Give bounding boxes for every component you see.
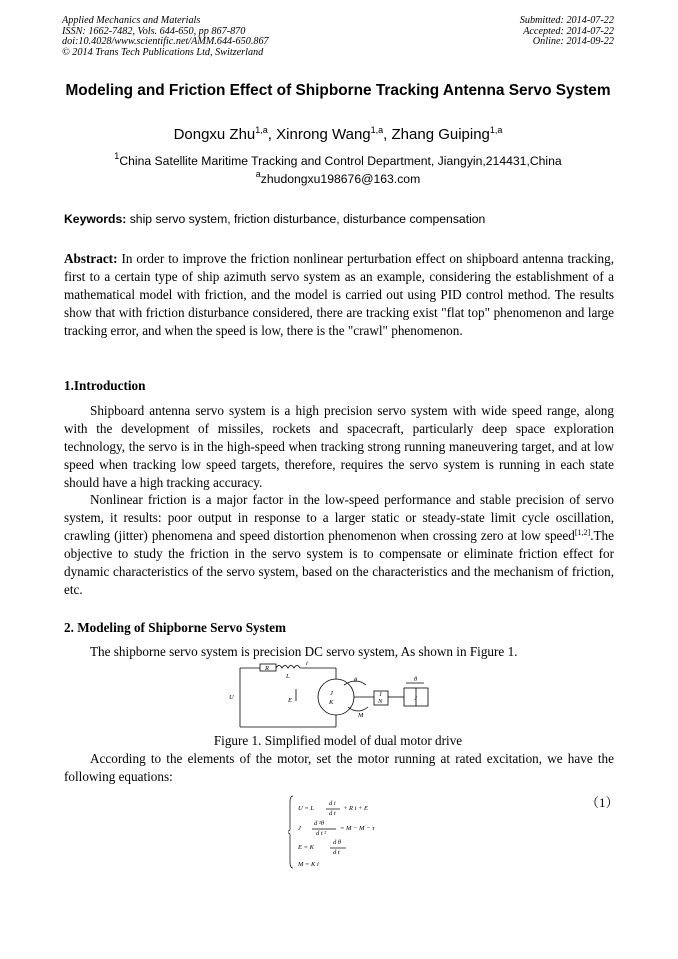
abstract-label: Abstract: bbox=[64, 251, 118, 266]
svg-text:d θ: d θ bbox=[333, 839, 342, 846]
svg-text:L: L bbox=[286, 673, 290, 680]
svg-text:d t ²: d t ² bbox=[316, 830, 327, 837]
svg-text:+ R i + E: + R i + E bbox=[343, 805, 369, 812]
svg-text:θ: θ bbox=[414, 676, 418, 683]
email bbox=[62, 169, 614, 186]
affiliation bbox=[62, 151, 614, 168]
abstract bbox=[64, 250, 614, 340]
accepted-date: Accepted: 2014-07-22 bbox=[523, 25, 614, 37]
svg-text:M: M bbox=[358, 712, 364, 719]
modeling-paragraph-1: The shipborne servo system is precision DC servo system, As shown in Figure 1. bbox=[90, 644, 518, 659]
author-name: Zhang Guiping bbox=[391, 126, 490, 143]
journal-info bbox=[62, 16, 269, 58]
author-affiliation-mark: 1,a bbox=[489, 125, 503, 135]
modeling-paragraph-2: According to the elements of the motor, set the motor running at rated excitation, we have the following equations: bbox=[64, 751, 614, 784]
email-text: zhudongxu198676@163.com bbox=[260, 172, 421, 186]
journal-name: Applied Mechanics and Materials bbox=[62, 15, 201, 26]
svg-text:J: J bbox=[298, 825, 301, 832]
abstract-text: In order to improve the friction nonlinear perturbation effect on shipboard antenna tracking, first to a certain type of ship azimuth servo system as an example, considering the establishment of a mathematical model with friction, and the model is carried out using PID control method. The results show that with friction disturbance considered, there are tracking exist "flat top" phenomenon and large tracking error, and when the speed is low, there is the "crawl" phenomenon. bbox=[64, 251, 614, 338]
online-date: Online: 2014-09-22 bbox=[532, 36, 614, 48]
citation-ref[interactable]: [1,2] bbox=[574, 527, 591, 537]
equation-1 bbox=[288, 794, 488, 870]
svg-text:U = L: U = L bbox=[298, 805, 314, 812]
email-mark: a bbox=[255, 169, 261, 179]
svg-text:E: E bbox=[288, 697, 292, 704]
svg-text:θ: θ bbox=[354, 677, 358, 684]
section-heading-modeling: 2. Modeling of Shipborne Servo System bbox=[64, 620, 286, 635]
intro-paragraph-2-text: Nonlinear friction is a major factor in the low-speed performance and stable precision of servo system, it results: poor output in response to a larger static or steady-state limit cycle oscillation, crawling (jitter) phenomena and speed distortion phenomenon when crossing zero at low speed bbox=[64, 492, 614, 543]
figure-1-diagram bbox=[226, 659, 448, 735]
submitted-date: Submitted: 2014-07-22 bbox=[519, 15, 614, 26]
journal-doi: doi:10.4028/www.scientific.net/AMM.644-650.867 bbox=[62, 36, 269, 48]
svg-text:U: U bbox=[229, 694, 234, 701]
svg-text:d t: d t bbox=[333, 849, 340, 856]
author-list: Dongxu Zhu$^{1,a}$, Xinrong Wang$^{1,a}$, Zhang Guiping$^{1,a}$ bbox=[173, 125, 503, 143]
keywords-text: ship servo system, friction disturbance, disturbance compensation bbox=[126, 212, 486, 226]
svg-text:= M − M − τ: = M − M − τ bbox=[340, 825, 375, 832]
intro-paragraph-2 bbox=[64, 491, 614, 598]
svg-text:K: K bbox=[329, 699, 334, 706]
figure-1-caption: Figure 1. Simplified model of dual motor drive bbox=[213, 733, 463, 748]
journal-issn: ISSN: 1662-7482, Vols. 644-650, pp 867-870 bbox=[62, 25, 246, 37]
svg-text:i: i bbox=[306, 660, 308, 667]
journal-copyright: © 2014 Trans Tech Publications Ltd, Switzerland bbox=[62, 46, 264, 58]
svg-text:d ²θ: d ²θ bbox=[314, 820, 325, 827]
svg-text:d t: d t bbox=[329, 810, 336, 817]
svg-text:J: J bbox=[414, 695, 417, 702]
svg-text:J: J bbox=[330, 690, 333, 697]
author-affiliation-mark: 1,a bbox=[370, 125, 384, 135]
svg-text:E = K: E = K bbox=[298, 844, 314, 851]
affiliation-text: China Satellite Maritime Tracking and Control Department, Jiangyin,214431,China bbox=[119, 154, 562, 168]
keywords-label: Keywords: bbox=[64, 212, 127, 226]
intro-paragraph-1: Shipboard antenna servo system is a high precision servo system with wide speed range, along with the development of missiles, rockets and spacecraft, particularly deep space exploration technology, the servo is in the high-speed when tracking strong running maneuvering target, and at low speed when tracking low speed targets, therefore, requires the servo system is running in each state should have a high tracking accuracy. bbox=[64, 403, 614, 490]
section-heading-introduction: 1.Introduction bbox=[64, 378, 146, 393]
keywords bbox=[64, 212, 614, 226]
author-affiliation-mark: 1,a bbox=[255, 125, 268, 135]
submission-dates bbox=[520, 16, 614, 48]
svg-text:1: 1 bbox=[379, 691, 383, 698]
equation-number: （1） bbox=[586, 795, 619, 810]
svg-text:M = K i: M = K i bbox=[298, 861, 319, 868]
svg-text:d i: d i bbox=[329, 800, 336, 807]
intro-paragraph-2-cont: .The objective to study the friction in the servo system is to compensate or eliminate friction effect for dynamic characteristics of the servo system, based on the characteristics and the mechanism of friction, etc. bbox=[64, 527, 614, 597]
author-name: Dongxu Zhu bbox=[173, 126, 256, 143]
affiliation-mark: 1 bbox=[114, 151, 120, 161]
paper-title: Modeling and Friction Effect of Shipborne Tracking Antenna Servo System bbox=[65, 82, 611, 99]
svg-text:R: R bbox=[265, 665, 269, 672]
author-name: Xinrong Wang bbox=[276, 126, 371, 143]
svg-text:N: N bbox=[378, 698, 383, 705]
